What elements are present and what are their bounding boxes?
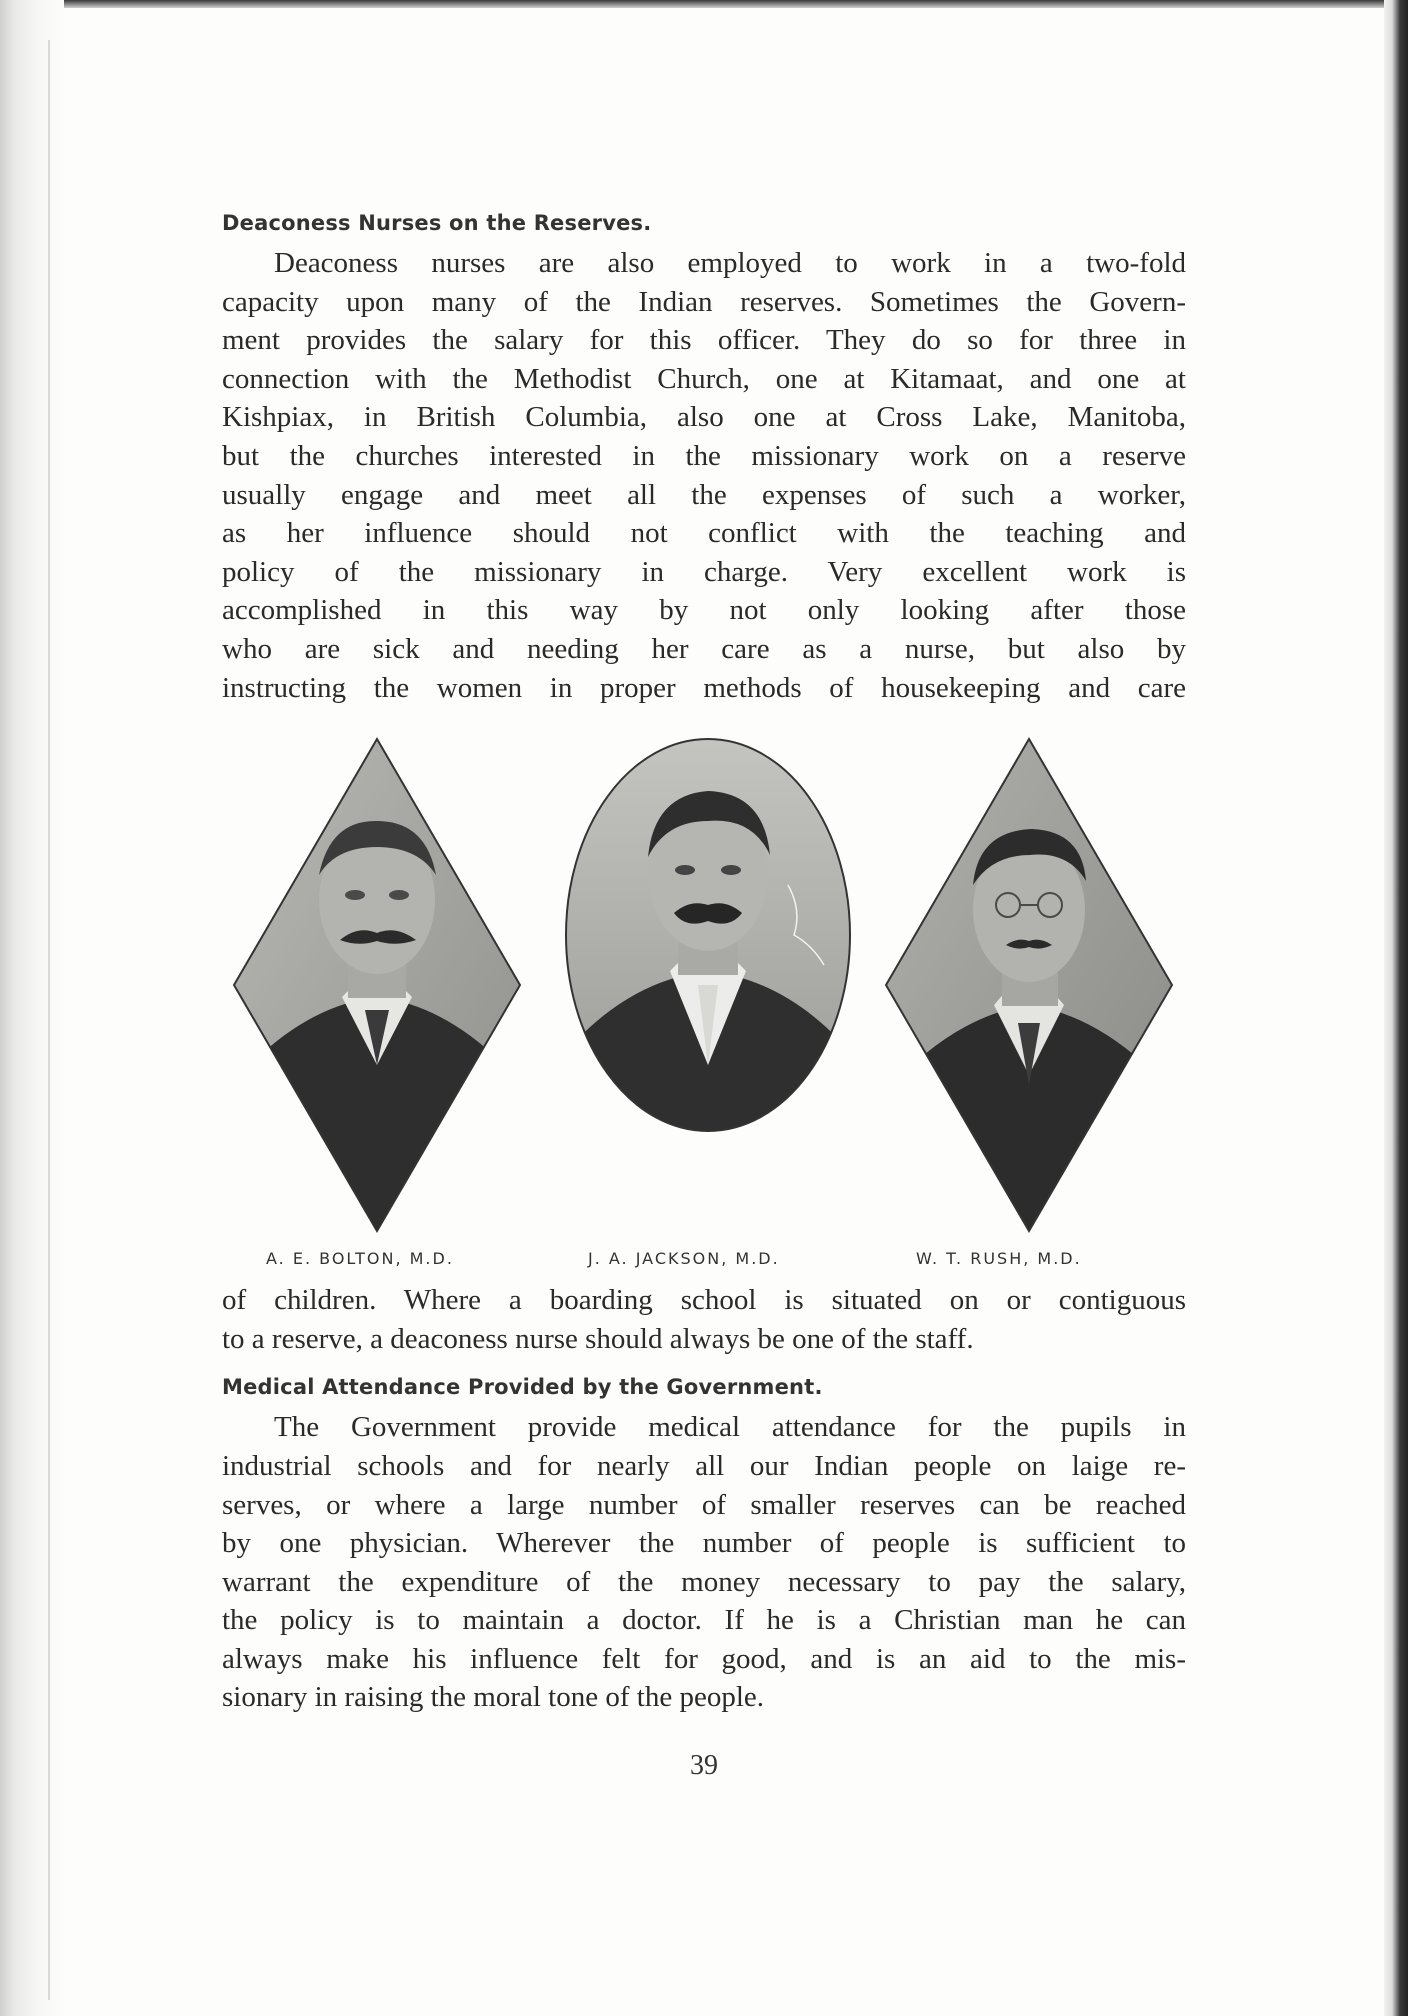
- text-line: but the churches interested in the missionary work on a reserve: [222, 439, 1186, 472]
- text-line: serves, or where a large number of smaller reserves can be reached: [222, 1488, 1186, 1521]
- portrait-rush: [882, 735, 1176, 1235]
- text-line: usually engage and meet all the expenses of such a worker,: [222, 478, 1186, 511]
- text-line: accomplished in this way by not only looking after those: [222, 594, 1186, 627]
- text-line: policy of the missionary in charge. Very excellent work is: [222, 555, 1186, 588]
- text-line: industrial schools and for nearly all our Indian people on laige re-: [222, 1449, 1186, 1482]
- text-line: capacity upon many of the Indian reserves. Sometimes the Govern-: [222, 285, 1186, 318]
- paragraph-deaconess: [222, 244, 1186, 707]
- text-line: instructing the women in proper methods of housekeeping and care: [222, 671, 1186, 704]
- text-line: always make his influence felt for good, and is an aid to the mis-: [222, 1642, 1186, 1675]
- section-heading-medical: Medical Attendance Provided by the Government.: [222, 1375, 823, 1400]
- page-number: 39: [690, 1750, 718, 1781]
- text-line: connection with the Methodist Church, one at Kitamaat, and one at: [222, 362, 1186, 395]
- text-line: as her influence should not conflict with the teaching and: [222, 517, 1186, 550]
- binding-crease: [48, 40, 50, 2000]
- text-line: the policy is to maintain a doctor. If he is a Christian man he can: [222, 1604, 1186, 1637]
- text-line: warrant the expenditure of the money necessary to pay the salary,: [222, 1565, 1186, 1598]
- caption-rush: W. T. RUSH, M.D.: [916, 1249, 1082, 1269]
- text-line: of children. Where a boarding school is situated on or contiguous: [222, 1284, 1186, 1317]
- caption-jackson: J. A. JACKSON, M.D.: [588, 1249, 780, 1269]
- paragraph-medical: [222, 1408, 1186, 1717]
- scan-top-edge: [0, 0, 1408, 8]
- caption-bolton: A. E. BOLTON, M.D.: [266, 1249, 454, 1269]
- paragraph-continuation: [222, 1281, 1186, 1358]
- portrait-captions: [222, 1249, 1186, 1275]
- portrait-bolton: [230, 735, 524, 1235]
- text-line: Kishpiax, in British Columbia, also one at Cross Lake, Manitoba,: [222, 401, 1186, 434]
- portrait-group: [222, 735, 1186, 1235]
- text-line: by one physician. Wherever the number of people is sufficient to: [222, 1527, 1186, 1560]
- text-line: The Government provide medical attendance for the pupils in: [274, 1411, 1186, 1444]
- text-line: to a reserve, a deaconess nurse should always be one of the staff.: [222, 1322, 974, 1355]
- page-body: [222, 196, 1186, 1717]
- book-binding-shadow: [0, 0, 64, 2016]
- section-heading-deaconess: Deaconess Nurses on the Reserves.: [222, 211, 652, 235]
- text-line: ment provides the salary for this officer. They do so for three in: [222, 324, 1186, 357]
- text-line: who are sick and needing her care as a nurse, but also by: [222, 632, 1186, 665]
- scan-right-edge: [1384, 0, 1408, 2016]
- text-line: sionary in raising the moral tone of the people.: [222, 1681, 764, 1714]
- portrait-jackson: [562, 735, 854, 1135]
- text-line: Deaconess nurses are also employed to work in a two-fold: [274, 247, 1186, 279]
